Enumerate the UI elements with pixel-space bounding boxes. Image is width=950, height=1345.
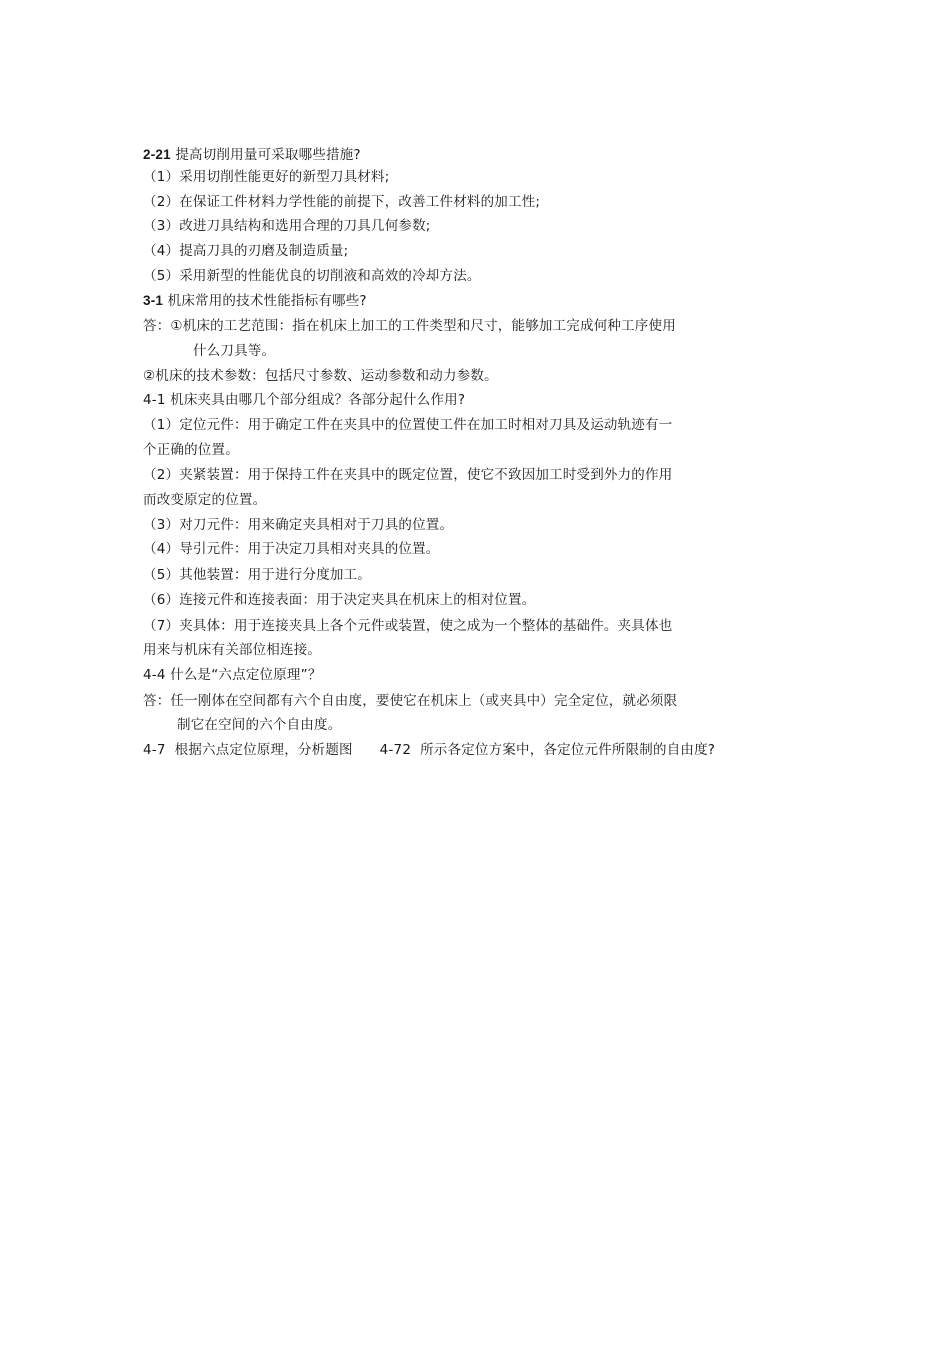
answer-line: 答：①机床的工艺范围：指在机床上加工的工件类型和尺寸，能够加工完成何种工序使用	[143, 318, 676, 334]
answer-line: （2）夹紧装置：用于保持工件在夹具中的既定位置，使它不致因加工时受到外力的作用	[143, 467, 673, 483]
answer-line: （4）提高刀具的刃磨及制造质量;	[143, 243, 349, 259]
answer-line: 用来与机床有关部位相连接。	[143, 642, 322, 658]
answer-line: 个正确的位置。	[143, 442, 239, 458]
answer-line: （3）改进刀具结构和选用合理的刀具几何参数;	[143, 218, 431, 234]
answer-line: （1）采用切削性能更好的新型刀具材料;	[143, 169, 390, 185]
answer-line: （7）夹具体：用于连接夹具上各个元件或装置，使之成为一个整体的基础件。夹具体也	[143, 618, 673, 634]
answer-line: （6）连接元件和连接表面：用于决定夹具在机床上的相对位置。	[143, 592, 536, 608]
answer-line: ②机床的技术参数：包括尺寸参数、运动参数和动力参数。	[143, 368, 498, 384]
answer-line: 制它在空间的六个自由度。	[177, 717, 342, 733]
answer-line: （2）在保证工件材料力学性能的前提下，改善工件材料的加工性;	[143, 194, 541, 210]
question-2-21	[143, 146, 361, 164]
answer-line: （5）采用新型的性能优良的切削液和高效的冷却方法。	[143, 268, 481, 284]
answer-line: （1）定位元件：用于确定工件在夹具中的位置使工件在加工时相对刀具及运动轨迹有一	[143, 417, 673, 433]
question-4-1: 4-1 机床夹具由哪几个部分组成？各部分起什么作用?	[143, 392, 466, 408]
answer-line: 什么刀具等。	[193, 343, 276, 359]
question-4-7: 4-7 根据六点定位原理，分析题图 4-72 所示各定位方案中，各定位元件所限制的自由度?	[143, 742, 716, 758]
question-3-1	[143, 292, 367, 310]
question-number: 3-1	[143, 293, 164, 308]
question-number: 2-21	[143, 147, 171, 162]
answer-line: 答：任一刚体在空间都有六个自由度，要使它在机床上（或夹具中）完全定位，就必须限	[143, 693, 678, 709]
answer-line: （5）其他装置：用于进行分度加工。	[143, 567, 371, 583]
question-4-4: 4-4 什么是“六点定位原理”？	[143, 667, 322, 683]
answer-line: 而改变原定的位置。	[143, 492, 267, 508]
answer-line: （4）导引元件：用于决定刀具相对夹具的位置。	[143, 541, 440, 557]
question-text: 提高切削用量可采取哪些措施?	[170, 147, 361, 163]
question-text: 机床常用的技术性能指标有哪些?	[163, 293, 367, 309]
answer-line: （3）对刀元件：用来确定夹具相对于刀具的位置。	[143, 517, 454, 533]
